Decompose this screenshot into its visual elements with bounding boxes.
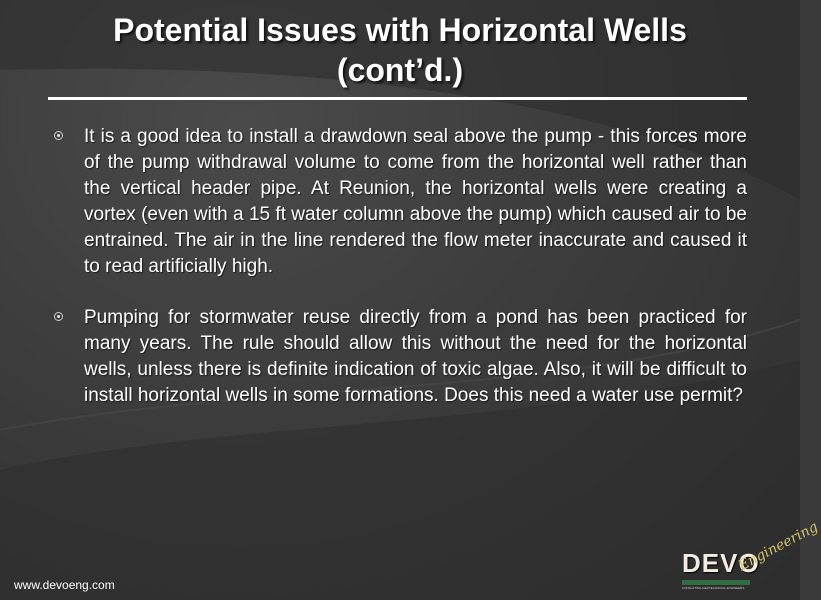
devo-logo — [682, 518, 821, 594]
circle-dot-bullet-icon — [54, 131, 63, 140]
logo-bar — [682, 580, 750, 585]
bullet-item — [52, 305, 747, 409]
circle-dot-bullet-icon — [54, 312, 63, 321]
logo-text: DEVO — [682, 548, 760, 578]
footer-url: www.devoeng.com — [14, 578, 115, 592]
bullet-text: It is a good idea to install a drawdown seal above the pump - this forces more of the pump withdrawal volume to come from the horizontal well rather than the vertical header pipe. At Reunion, the horizontal wells were creating a vortex (even with a 15 ft water column above the pump) which caused air to be entrained. The air in the line rendered the flow meter inaccurate and caused it to read artificially high. — [84, 126, 747, 277]
bullet-item — [52, 124, 747, 280]
logo-script: Engineering — [736, 518, 821, 575]
bullet-text: Pumping for stormwater reuse directly from a pond has been practiced for many years. The rule should allow this without the need for the horizontal wells, unless there is definite indication of toxic algae. Also, it will be difficult to install horizontal wells in some formations. Does this need a water use permit? — [84, 307, 747, 406]
bullet-list — [52, 124, 747, 434]
title-underline — [48, 97, 747, 100]
logo-subtext: CONSULTING GEOTECHNICAL ENGINEERS — [682, 586, 745, 590]
title-line-1: Potential Issues with Horizontal Wells — [113, 12, 687, 48]
slide-title — [40, 10, 760, 90]
title-line-2: (cont’d.) — [336, 52, 464, 88]
